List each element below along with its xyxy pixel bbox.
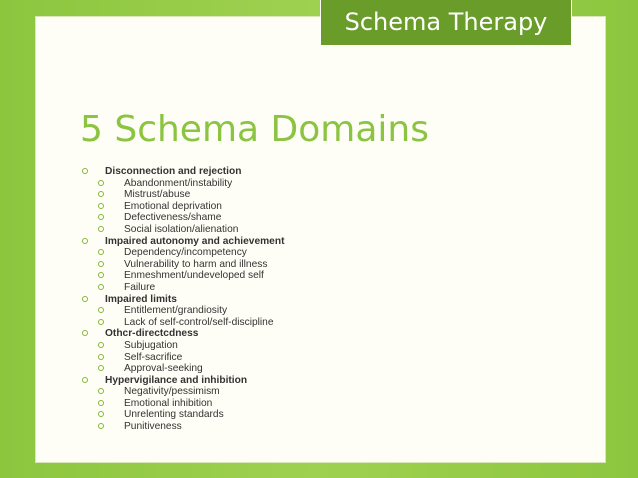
domain-label: Hypervigilance and inhibition: [105, 374, 248, 386]
schema-label: Enmeshment/undeveloped self: [124, 270, 264, 282]
circle-bullet-icon: [98, 354, 104, 360]
circle-bullet-icon: [98, 388, 104, 394]
domain-item: [82, 328, 582, 374]
schema-item: [82, 270, 582, 282]
schema-label: Punitiveness: [124, 421, 182, 433]
domain-label: Impaired autonomy and achievement: [105, 235, 285, 247]
domain-list: [82, 166, 582, 433]
schema-item: [82, 352, 582, 364]
circle-bullet-icon: [98, 191, 104, 197]
schema-label: Mistrust/abuse: [124, 189, 191, 201]
circle-bullet-icon: [98, 342, 104, 348]
schema-item: [82, 363, 582, 375]
schema-item: [82, 317, 582, 329]
schema-item: [82, 201, 582, 213]
domain-label: Disconnection and rejection: [105, 166, 242, 177]
circle-bullet-icon: [98, 261, 104, 267]
circle-bullet-icon: [82, 238, 88, 244]
schema-item: [82, 259, 582, 271]
circle-bullet-icon: [98, 411, 104, 417]
schema-label: Negativity/pessimism: [124, 386, 220, 398]
schema-item: [82, 247, 582, 259]
schema-label: Vulnerability to harm and illness: [124, 258, 268, 270]
circle-bullet-icon: [98, 423, 104, 429]
circle-bullet-icon: [98, 203, 104, 209]
schema-item: [82, 409, 582, 421]
schema-item: [82, 421, 582, 433]
schema-label: Lack of self-control/self-discipline: [124, 316, 274, 328]
domain-item: [82, 294, 582, 329]
circle-bullet-icon: [82, 377, 88, 383]
schema-label: Abandonment/instability: [124, 177, 233, 189]
schema-item: [82, 178, 582, 190]
domain-label: Impaired limits: [105, 293, 177, 305]
schema-label: Unrelenting standards: [124, 409, 224, 421]
header-tag: Schema Therapy: [320, 0, 572, 46]
circle-bullet-icon: [82, 296, 88, 302]
circle-bullet-icon: [98, 400, 104, 406]
slide-title: 5 Schema Domains: [80, 109, 429, 150]
schema-label: Approval-seeking: [124, 363, 203, 375]
schema-label: Emotional deprivation: [124, 200, 222, 212]
circle-bullet-icon: [82, 168, 88, 174]
circle-bullet-icon: [98, 214, 104, 220]
schema-label: Self-sacrifice: [124, 351, 183, 363]
circle-bullet-icon: [82, 330, 88, 336]
schema-item: [82, 282, 582, 294]
schema-item: [82, 386, 582, 398]
domain-item: [82, 166, 582, 236]
domain-item: [82, 375, 582, 433]
schema-item: [82, 189, 582, 201]
circle-bullet-icon: [98, 272, 104, 278]
schema-item: [82, 340, 582, 352]
schema-item: [82, 398, 582, 410]
circle-bullet-icon: [98, 180, 104, 186]
domain-item: [82, 236, 582, 294]
schema-label: Defectiveness/shame: [124, 212, 222, 224]
circle-bullet-icon: [98, 226, 104, 232]
schema-item: [82, 305, 582, 317]
schema-label: Entitlement/grandiosity: [124, 305, 228, 317]
schema-item: [82, 212, 582, 224]
schema-item: [82, 224, 582, 236]
circle-bullet-icon: [98, 307, 104, 313]
schema-label: Social isolation/alienation: [124, 223, 239, 235]
circle-bullet-icon: [98, 319, 104, 325]
circle-bullet-icon: [98, 284, 104, 290]
circle-bullet-icon: [98, 365, 104, 371]
domain-label: Othcr-directcdness: [105, 328, 199, 340]
schema-label: Subjugation: [124, 339, 178, 351]
schema-label: Dependency/incompetency: [124, 247, 247, 259]
schema-label: Emotional inhibition: [124, 397, 213, 409]
circle-bullet-icon: [98, 249, 104, 255]
schema-label: Failure: [124, 281, 156, 293]
